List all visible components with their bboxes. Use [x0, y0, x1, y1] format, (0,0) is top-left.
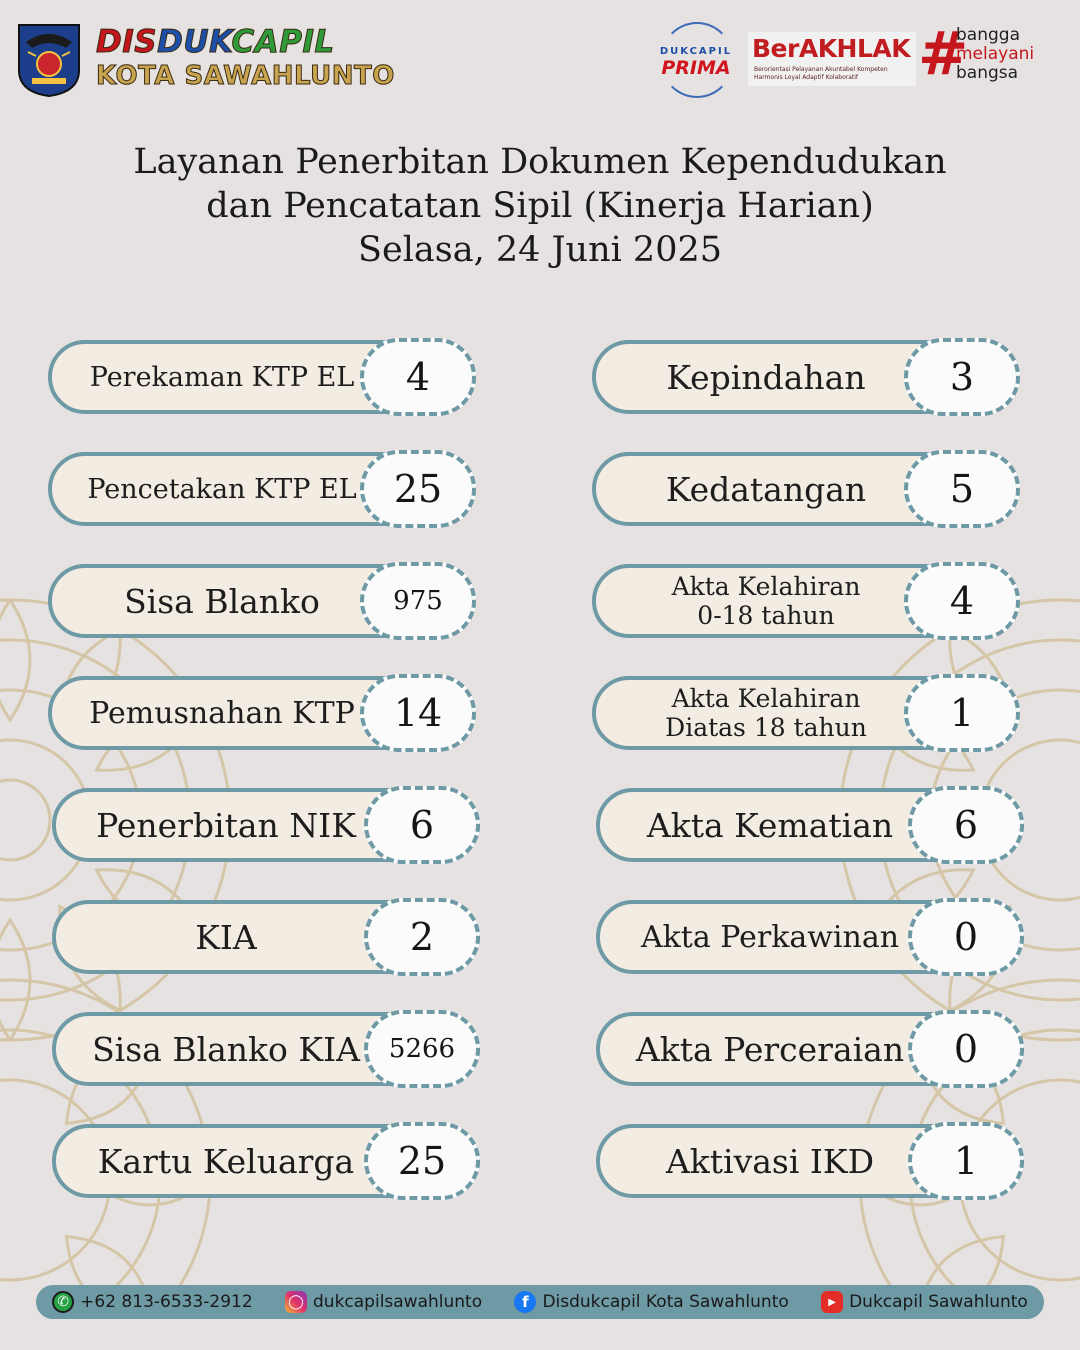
- brand-title: [96, 24, 395, 60]
- stat-value: 4: [360, 338, 476, 416]
- contact-footer: [36, 1285, 1044, 1319]
- stat-value: 3: [904, 338, 1020, 416]
- stat-value: 0: [908, 1010, 1024, 1088]
- footer-facebook-text: Disdukcapil Kota Sawahlunto: [542, 1292, 789, 1312]
- brand-title-part-duk: DUK: [157, 24, 232, 60]
- title-line-2: dan Pencatatan Sipil (Kinerja Harian): [206, 186, 874, 226]
- stat-card-akta-kematian: [596, 788, 1024, 862]
- stat-label: Akta Kematian: [646, 805, 894, 845]
- stat-card-akta-perkawinan: [596, 900, 1024, 974]
- stat-card-kepindahan: [592, 340, 1020, 414]
- stat-card-perekaman-ktp-el: [48, 340, 476, 414]
- sawahlunto-emblem-logo: [16, 22, 82, 98]
- title-date: Selasa, 24 Juni 2025: [358, 230, 722, 270]
- stat-value: 4: [904, 562, 1020, 640]
- stat-value: 1: [908, 1122, 1024, 1200]
- stat-card-aktivasi-ikd: [596, 1124, 1024, 1198]
- stat-card-akta-kelahiran-0-18: [592, 564, 1020, 638]
- stat-label: Akta Kelahiran 0-18 tahun: [671, 572, 861, 630]
- berakhlak-logo: [748, 32, 916, 86]
- stat-value: 25: [360, 450, 476, 528]
- stat-label: Pemusnahan KTP: [89, 695, 355, 731]
- facebook-icon: f: [514, 1291, 536, 1313]
- stat-label: Sisa Blanko: [124, 581, 320, 621]
- stat-card-sisa-blanko-kia: [52, 1012, 480, 1086]
- footer-instagram-link[interactable]: [285, 1291, 482, 1313]
- dukcapil-prima-logo: [652, 22, 740, 98]
- stat-label: Kepindahan: [666, 357, 866, 397]
- stat-label: Perekaman KTP EL: [89, 361, 355, 393]
- footer-facebook-link[interactable]: [514, 1291, 788, 1313]
- bangga-word-2: melayani: [956, 44, 1035, 64]
- bangga-logo-words: [956, 26, 1034, 83]
- youtube-icon: ▶: [821, 1291, 843, 1313]
- footer-phone-link[interactable]: [52, 1291, 253, 1313]
- stat-card-kartu-keluarga: [52, 1124, 480, 1198]
- stat-label: Penerbitan NIK: [96, 805, 356, 845]
- footer-phone-text: +62 813-6533-2912: [80, 1292, 253, 1312]
- brand-subtitle: KOTA SAWAHLUNTO: [96, 61, 395, 91]
- stat-label: Akta Perceraian: [635, 1029, 905, 1069]
- stat-label: Kedatangan: [665, 469, 867, 509]
- stat-card-pencetakan-ktp-el: [48, 452, 476, 526]
- brand-wordmark: [96, 24, 395, 92]
- footer-youtube-text: Dukcapil Sawahlunto: [849, 1292, 1028, 1312]
- stat-value: 0: [908, 898, 1024, 976]
- stat-value: 6: [908, 786, 1024, 864]
- prima-logo-top-text: DUKCAPIL: [659, 46, 733, 57]
- footer-youtube-link[interactable]: [821, 1291, 1028, 1313]
- stat-label: Akta Kelahiran Diatas 18 tahun: [665, 684, 867, 742]
- hashtag-icon: #: [918, 19, 969, 89]
- berakhlak-logo-text: BerAKHLAK: [752, 34, 911, 63]
- stat-value: 2: [364, 898, 480, 976]
- stat-label: Kartu Keluarga: [97, 1141, 355, 1181]
- brand-title-part-dis: DIS: [96, 24, 158, 60]
- footer-instagram-text: dukcapilsawahlunto: [313, 1292, 483, 1312]
- whatsapp-icon: ✆: [52, 1291, 74, 1313]
- stat-card-kedatangan: [592, 452, 1020, 526]
- bangga-melayani-bangsa-logo: [918, 19, 1048, 89]
- stat-value: 5266: [364, 1010, 480, 1088]
- stat-label: Aktivasi IKD: [665, 1141, 875, 1181]
- page-title: [0, 140, 1080, 272]
- bangga-word-1: bangga: [956, 25, 1020, 45]
- stat-label: KIA: [195, 917, 257, 957]
- stat-value: 975: [360, 562, 476, 640]
- stat-label: Pencetakan KTP EL: [87, 473, 357, 505]
- stat-card-akta-perceraian: [596, 1012, 1024, 1086]
- bangga-word-3: bangsa: [956, 63, 1019, 83]
- stat-value: 5: [904, 450, 1020, 528]
- stat-card-pemusnahan-ktp: [48, 676, 476, 750]
- prima-logo-main-text: PRIMA: [661, 57, 731, 79]
- stat-value: 14: [360, 674, 476, 752]
- stat-card-kia: [52, 900, 480, 974]
- stat-label: Sisa Blanko KIA: [92, 1029, 360, 1069]
- berakhlak-logo-subtext: Berorientasi Pelayanan Akuntabel Kompeten Harmonis Loyal Adaptif Kolaboratif: [754, 66, 888, 81]
- stat-value: 6: [364, 786, 480, 864]
- stat-card-sisa-blanko: [48, 564, 476, 638]
- stat-card-akta-kelahiran-diatas-18: [592, 676, 1020, 750]
- brand-title-part-capil: CAPIL: [231, 24, 335, 60]
- title-line-1: Layanan Penerbitan Dokumen Kependudukan: [133, 142, 947, 182]
- stat-label: Akta Perkawinan: [640, 919, 900, 955]
- instagram-icon: ◯: [285, 1291, 307, 1313]
- stat-value: 1: [904, 674, 1020, 752]
- stat-card-penerbitan-nik: [52, 788, 480, 862]
- stat-value: 25: [364, 1122, 480, 1200]
